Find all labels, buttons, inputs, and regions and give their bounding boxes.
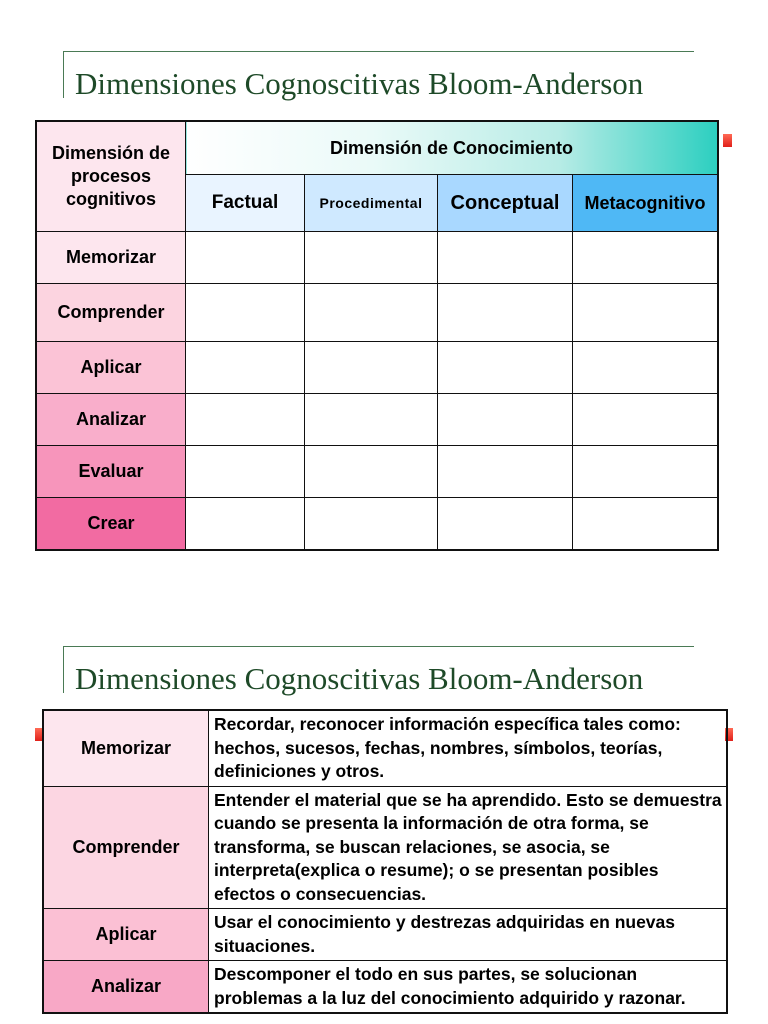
matrix-cell [186,394,305,446]
matrix-cell [438,446,573,498]
slide-definitions [0,590,768,1024]
bloom-anderson-matrix [35,120,719,551]
matrix-cell [438,284,573,342]
matrix-cell [305,342,438,394]
definition-row [43,909,727,961]
process-label-analizar: Analizar [36,394,186,446]
matrix-cell [186,232,305,284]
matrix-cell [186,446,305,498]
knowledge-dimension-header: Dimensión de Conocimiento [186,121,719,175]
matrix-cell [305,232,438,284]
matrix-cell [438,232,573,284]
definition-row [43,961,727,1014]
slide-title: Dimensiones Cognoscitivas Bloom-Anderson [75,66,644,101]
matrix-cell [438,498,573,551]
slide-title: Dimensiones Cognoscitivas Bloom-Anderson [75,661,644,696]
matrix-cell [305,498,438,551]
process-label-evaluar: Evaluar [36,446,186,498]
matrix-cell [186,284,305,342]
process-label-comprender: Comprender [36,284,186,342]
matrix-cell [573,342,719,394]
definition-term-comprender: Comprender [43,786,209,909]
definition-text: Usar el conocimiento y destrezas adquiridas en nuevas situaciones. [209,909,728,961]
process-label-memorizar: Memorizar [36,232,186,284]
matrix-cell [186,342,305,394]
definitions-table [42,709,728,1014]
matrix-cell [438,342,573,394]
definition-text: Entender el material que se ha aprendido. Esto se demuestra cuando se presenta la información de otra forma, se transforma, se buscan relaciones, se asocia, se interpreta(explica o resume); o se presentan posibles efectos o consecuencias. [209,786,728,909]
red-marker-shape [723,134,732,147]
knowledge-type-conceptual: Conceptual [438,175,573,232]
matrix-row [36,498,718,551]
matrix-row [36,394,718,446]
definition-term-analizar: Analizar [43,961,209,1014]
matrix-cell [573,232,719,284]
definition-term-memorizar: Memorizar [43,710,209,786]
process-dimension-header: Dimensión de procesos cognitivos [36,121,186,232]
knowledge-type-metacognitivo: Metacognitivo [573,175,719,232]
matrix-cell [305,284,438,342]
matrix-cell [305,394,438,446]
matrix-cell [573,498,719,551]
process-label-aplicar: Aplicar [36,342,186,394]
matrix-cell [305,446,438,498]
matrix-row [36,232,718,284]
red-marker-shape [35,728,42,741]
definition-term-aplicar: Aplicar [43,909,209,961]
definition-text: Descomponer el todo en sus partes, se solucionan problemas a la luz del conocimiento adquirido y razonar. [209,961,728,1014]
matrix-cell [573,284,719,342]
title-frame [63,646,694,696]
matrix-cell [186,498,305,551]
matrix-row [36,342,718,394]
definition-text: Recordar, reconocer información específica tales como: hechos, sucesos, fechas, nombres, símbolos, teorías, definiciones y otros. [209,710,728,786]
knowledge-type-procedimental: Procedimental [305,175,438,232]
matrix-cell [573,446,719,498]
definition-row [43,786,727,909]
matrix-row [36,284,718,342]
title-frame [63,51,694,101]
process-label-crear: Crear [36,498,186,551]
knowledge-type-factual: Factual [186,175,305,232]
matrix-cell [573,394,719,446]
matrix-cell [438,394,573,446]
definition-row [43,710,727,786]
matrix-row [36,446,718,498]
